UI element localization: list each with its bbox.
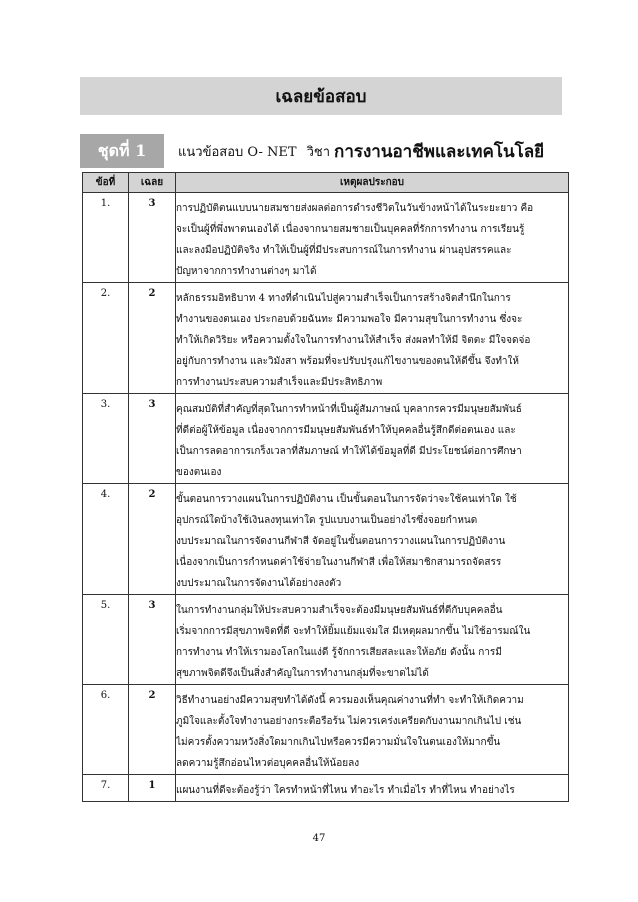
question-number: 3. [83, 394, 129, 484]
answer-choice: 2 [129, 283, 176, 394]
reason-line: ขั้นตอนการวางแผนในการปฏิบัติงาน เป็นขั้นตอนในการจัดว่าจะใช้คนเท่าใด ใช้ [176, 494, 517, 505]
reason-line: วิธีทำงานอย่างมีความสุขทำได้ดังนี้ ควรมองเห็นคุณค่างานที่ทำ จะทำให้เกิดความ [176, 695, 524, 706]
table-row [83, 484, 569, 595]
reason-line: ลดความรู้สึกอ่อนไหวต่อบุคคลอื่นให้น้อยลง [176, 758, 360, 769]
table-row [83, 685, 569, 775]
exam-subtitle [178, 134, 544, 168]
answer-choice: 2 [129, 685, 176, 775]
subject-prefix: วิชา [306, 144, 331, 160]
table-row [83, 394, 569, 484]
reason-line: เริ่มจากการมีสุขภาพจิตที่ดี จะทำให้ยิ้มแย้มแจ่มใส มีเหตุผลมากขึ้น ไม่ใช้อารมณ์ใน [176, 626, 531, 637]
answer-choice: 1 [129, 775, 176, 802]
reason-line: การทำงานประสบความสำเร็จและมีประสิทธิภาพ [176, 377, 383, 388]
reason-line: ทำงานของตนเอง ประกอบด้วยฉันทะ มีความพอใจ มีความสุขในการทำงาน ซึ่งจะ [176, 314, 523, 325]
set-badge [80, 134, 164, 168]
reason-line: งบประมาณในการจัดงานได้อย่างลงตัว [176, 578, 342, 589]
subject-name: การงานอาชีพและเทคโนโลยี [334, 141, 545, 162]
question-number: 5. [83, 595, 129, 685]
reason-line: ของตนเอง [176, 467, 222, 478]
question-number: 6. [83, 685, 129, 775]
answer-choice: 2 [129, 484, 176, 595]
reason-cell [176, 394, 569, 484]
column-header-number: ข้อที่ [83, 173, 129, 193]
reason-line: สุขภาพจิตดีจึงเป็นสิ่งสำคัญในการทำงานกลุ่มที่จะขาดไม่ได้ [176, 668, 429, 679]
question-number: 7. [83, 775, 129, 802]
page-number: 47 [312, 833, 326, 844]
table-row [83, 775, 569, 802]
question-number: 1. [83, 193, 129, 283]
column-header-reason: เหตุผลประกอบ [176, 173, 569, 193]
reason-line: เป็นการลดอาการเกร็งเวลาที่สัมภาษณ์ ทำให้ได้ข้อมูลที่ดี มีประโยชน์ต่อการศึกษา [176, 446, 522, 457]
reason-line: ทำให้เกิดวิริยะ หรือความตั้งใจในการทำงานให้สำเร็จ ส่งผลทำให้มี จิตตะ มีใจจดจ่อ [176, 335, 531, 346]
reason-line: ปัญหาจากการทำงานต่างๆ มาได้ [176, 266, 317, 277]
reason-line: และลงมือปฏิบัติจริง ทำให้เป็นผู้ที่มีประสบการณ์ในการทำงาน ผ่านอุปสรรคและ [176, 245, 512, 256]
reason-line: หลักธรรมอิทธิบาท 4 ทางที่ดำเนินไปสู่ความสำเร็จเป็นการสร้างจิตสำนึกในการ [176, 293, 511, 304]
reason-cell [176, 283, 569, 394]
set-label: ชุดที่ 1 [97, 140, 147, 160]
reason-line: แผนงานที่ดีจะต้องรู้ว่า ใครทำหน้าที่ไหน ทำอะไร ทำเมื่อไร ทำที่ไหน ทำอย่างไร [176, 785, 515, 796]
exam-label: แนวข้อสอบ O- NET [178, 144, 297, 160]
reason-line: ในการทำงานกลุ่มให้ประสบความสำเร็จจะต้องมีมนุษยสัมพันธ์ที่ดีกับบุคคลอื่น [176, 605, 503, 616]
banner-title: เฉลยข้อสอบ [275, 86, 367, 107]
table-header-row [83, 173, 569, 193]
column-header-answer: เฉลย [129, 173, 176, 193]
question-number: 4. [83, 484, 129, 595]
reason-line: ไม่ควรตั้งความหวังสิ่งใดมากเกินไปหรือควรมีความมั่นใจในตนเองให้มากขึ้น [176, 737, 501, 748]
answer-choice: 3 [129, 193, 176, 283]
reason-cell [176, 595, 569, 685]
reason-cell [176, 685, 569, 775]
reason-line: เนื่องจากเป็นการกำหนดค่าใช้จ่ายในงานกีฬาสี เพื่อให้สมาชิกสามารถจัดสรร [176, 557, 502, 568]
reason-line: ภูมิใจและตั้งใจทำงานอย่างกระตือรือร้น ไม่ควรเคร่งเครียดกับงานมากเกินไป เช่น [176, 716, 522, 727]
table-row [83, 283, 569, 394]
reason-line: การปฏิบัติตนแบบนายสมชายส่งผลต่อการดำรงชีวิตในวันข้างหน้าได้ในระยะยาว คือ [176, 203, 534, 214]
reason-line: อยู่กับการทำงาน และวิมังสา พร้อมที่จะปรับปรุงแก้ไขงานของตนให้ดีขึ้น จึงทำให้ [176, 356, 520, 367]
answer-table [82, 172, 569, 802]
answer-choice: 3 [129, 595, 176, 685]
table-row [83, 193, 569, 283]
answer-choice: 3 [129, 394, 176, 484]
answer-key-banner [80, 77, 562, 115]
question-number: 2. [83, 283, 129, 394]
reason-cell [176, 484, 569, 595]
reason-line: ที่ดีต่อผู้ให้ข้อมูล เนื่องจากการมีมนุษยสัมพันธ์ทำให้บุคคลอื่นรู้สึกดีต่อตนเอง และ [176, 425, 516, 436]
reason-line: คุณสมบัติที่สำคัญที่สุดในการทำหน้าที่เป็นผู้สัมภาษณ์ บุคลากรควรมีมนุษยสัมพันธ์ [176, 404, 522, 415]
reason-line: จะเป็นผู้ที่พึ่งพาตนเองได้ เนื่องจากนายสมชายเป็นบุคคลที่รักการทำงาน การเรียนรู้ [176, 224, 525, 235]
reason-line: อุปกรณ์ใดบ้างใช้เงินลงทุนเท่าใด รูปแบบงานเป็นอย่างไรซึ่งจอยกำหนด [176, 515, 478, 526]
reason-cell [176, 775, 569, 802]
reason-cell [176, 193, 569, 283]
reason-line: การทำงาน ทำให้เรามองโลกในแง่ดี รู้จักการเสียสละและให้อภัย ดังนั้น การมี [176, 647, 502, 658]
table-row [83, 595, 569, 685]
reason-line: งบประมาณในการจัดงานกีฬาสี จัดอยู่ในขั้นตอนการวางแผนในการปฏิบัติงาน [176, 536, 506, 547]
